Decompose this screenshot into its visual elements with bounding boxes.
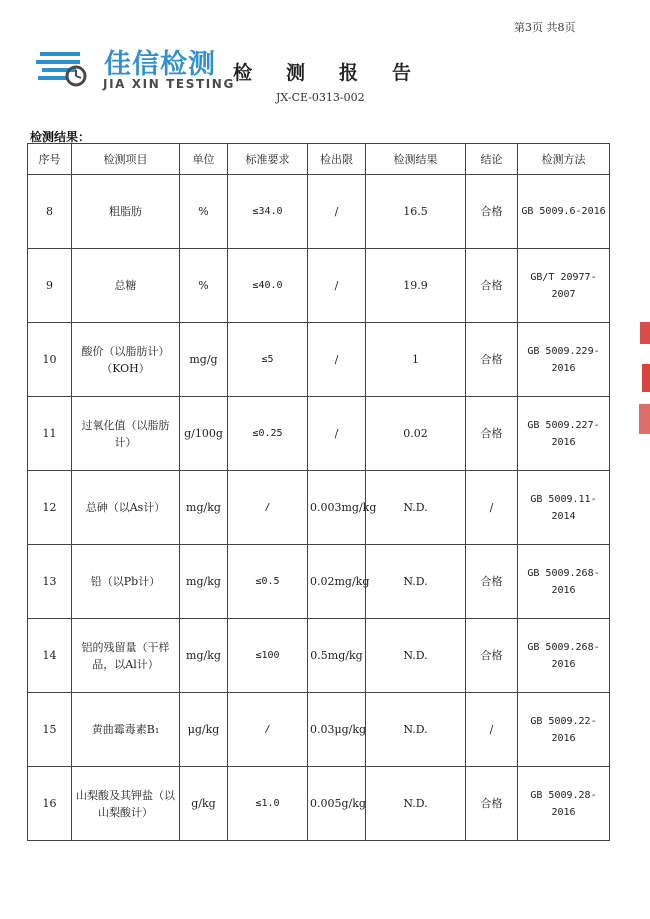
table-cell: g/100g [180, 397, 228, 471]
table-cell: mg/kg [180, 619, 228, 693]
table-cell: / [466, 693, 518, 767]
column-header: 检测项目 [72, 144, 180, 175]
section-label: 检测结果： [30, 130, 91, 144]
table-header-row [28, 144, 610, 175]
table-cell: GB 5009.227-2016 [518, 397, 610, 471]
table-cell: 合格 [466, 545, 518, 619]
table-cell: 合格 [466, 249, 518, 323]
table-row [28, 471, 610, 545]
column-header: 单位 [180, 144, 228, 175]
table-cell: % [180, 249, 228, 323]
table-cell: / [308, 397, 366, 471]
table-cell: ≤5 [228, 323, 308, 397]
table-cell: 0.02mg/kg [308, 545, 366, 619]
table-cell: N.D. [366, 767, 466, 841]
table-cell: 15 [28, 693, 72, 767]
table-cell: 14 [28, 619, 72, 693]
table-cell: GB 5009.11-2014 [518, 471, 610, 545]
table-cell: 8 [28, 175, 72, 249]
table-cell: μg/kg [180, 693, 228, 767]
table-row [28, 767, 610, 841]
table-cell: ≤100 [228, 619, 308, 693]
column-header: 检测结果 [366, 144, 466, 175]
table-cell: GB 5009.6-2016 [518, 175, 610, 249]
table-cell: / [228, 471, 308, 545]
table-cell: / [308, 323, 366, 397]
table-cell: 过氧化值（以脂肪计） [72, 397, 180, 471]
table-cell: 合格 [466, 397, 518, 471]
table-cell: ≤1.0 [228, 767, 308, 841]
table-cell: 黄曲霉毒素B₁ [72, 693, 180, 767]
table-row [28, 545, 610, 619]
column-header: 结论 [466, 144, 518, 175]
table-row [28, 323, 610, 397]
table-cell: 0.005g/kg [308, 767, 366, 841]
table-cell: 合格 [466, 619, 518, 693]
table-cell: 0.02 [366, 397, 466, 471]
table-cell: 12 [28, 471, 72, 545]
table-cell: 铅（以Pb计） [72, 545, 180, 619]
column-header: 标准要求 [228, 144, 308, 175]
table-cell: 总糖 [72, 249, 180, 323]
table-cell: N.D. [366, 545, 466, 619]
table-cell: ≤40.0 [228, 249, 308, 323]
table-cell: 0.03μg/kg [308, 693, 366, 767]
table-cell: 山梨酸及其钾盐（以山梨酸计） [72, 767, 180, 841]
table-row [28, 175, 610, 249]
table-cell: / [466, 471, 518, 545]
company-logo [36, 38, 236, 98]
table-cell: 19.9 [366, 249, 466, 323]
table-cell: GB 5009.28-2016 [518, 767, 610, 841]
table-cell: 16 [28, 767, 72, 841]
table-cell: N.D. [366, 471, 466, 545]
table-cell: 铝的残留量（干样品，以Al计） [72, 619, 180, 693]
table-cell: N.D. [366, 693, 466, 767]
table-cell: / [228, 693, 308, 767]
table-cell: 粗脂肪 [72, 175, 180, 249]
red-seal-stamp [636, 322, 650, 442]
table-cell: ≤34.0 [228, 175, 308, 249]
table-cell: 1 [366, 323, 466, 397]
brand-name-en: JIA XIN TESTING [103, 77, 235, 91]
table-row [28, 693, 610, 767]
column-header: 检出限 [308, 144, 366, 175]
table-row [28, 249, 610, 323]
table-body [28, 175, 610, 841]
table-cell: 16.5 [366, 175, 466, 249]
table-cell: 9 [28, 249, 72, 323]
page-number: 第3页 共8页 [514, 21, 576, 34]
column-header: 检测方法 [518, 144, 610, 175]
table-cell: 合格 [466, 323, 518, 397]
table-cell: % [180, 175, 228, 249]
table-cell: GB 5009.22-2016 [518, 693, 610, 767]
table-row [28, 397, 610, 471]
table-cell: GB 5009.268-2016 [518, 619, 610, 693]
report-title: 检测报告 [233, 62, 446, 84]
table-cell: GB 5009.268-2016 [518, 545, 610, 619]
table-cell: / [308, 249, 366, 323]
table-cell: mg/kg [180, 471, 228, 545]
table-cell: ≤0.5 [228, 545, 308, 619]
table-cell: g/kg [180, 767, 228, 841]
table-cell: 13 [28, 545, 72, 619]
table-cell: ≤0.25 [228, 397, 308, 471]
table-cell: 总砷（以As计） [72, 471, 180, 545]
jiaxin-logo-icon [36, 42, 92, 90]
results-table [27, 143, 610, 841]
table-cell: mg/kg [180, 545, 228, 619]
table-cell: 0.5mg/kg [308, 619, 366, 693]
table-cell: 合格 [466, 175, 518, 249]
table-cell: / [308, 175, 366, 249]
report-code: JX-CE-0313-002 [276, 91, 365, 104]
table-cell: 合格 [466, 767, 518, 841]
table-cell: 11 [28, 397, 72, 471]
table-row [28, 619, 610, 693]
brand-name-cn: 佳信检测 [104, 49, 216, 80]
table-cell: 酸价（以脂肪计）（KOH） [72, 323, 180, 397]
table-cell: mg/g [180, 323, 228, 397]
table-cell: 0.003mg/kg [308, 471, 366, 545]
table-cell: GB 5009.229-2016 [518, 323, 610, 397]
table-cell: GB/T 20977-2007 [518, 249, 610, 323]
column-header: 序号 [28, 144, 72, 175]
table-cell: N.D. [366, 619, 466, 693]
table-cell: 10 [28, 323, 72, 397]
